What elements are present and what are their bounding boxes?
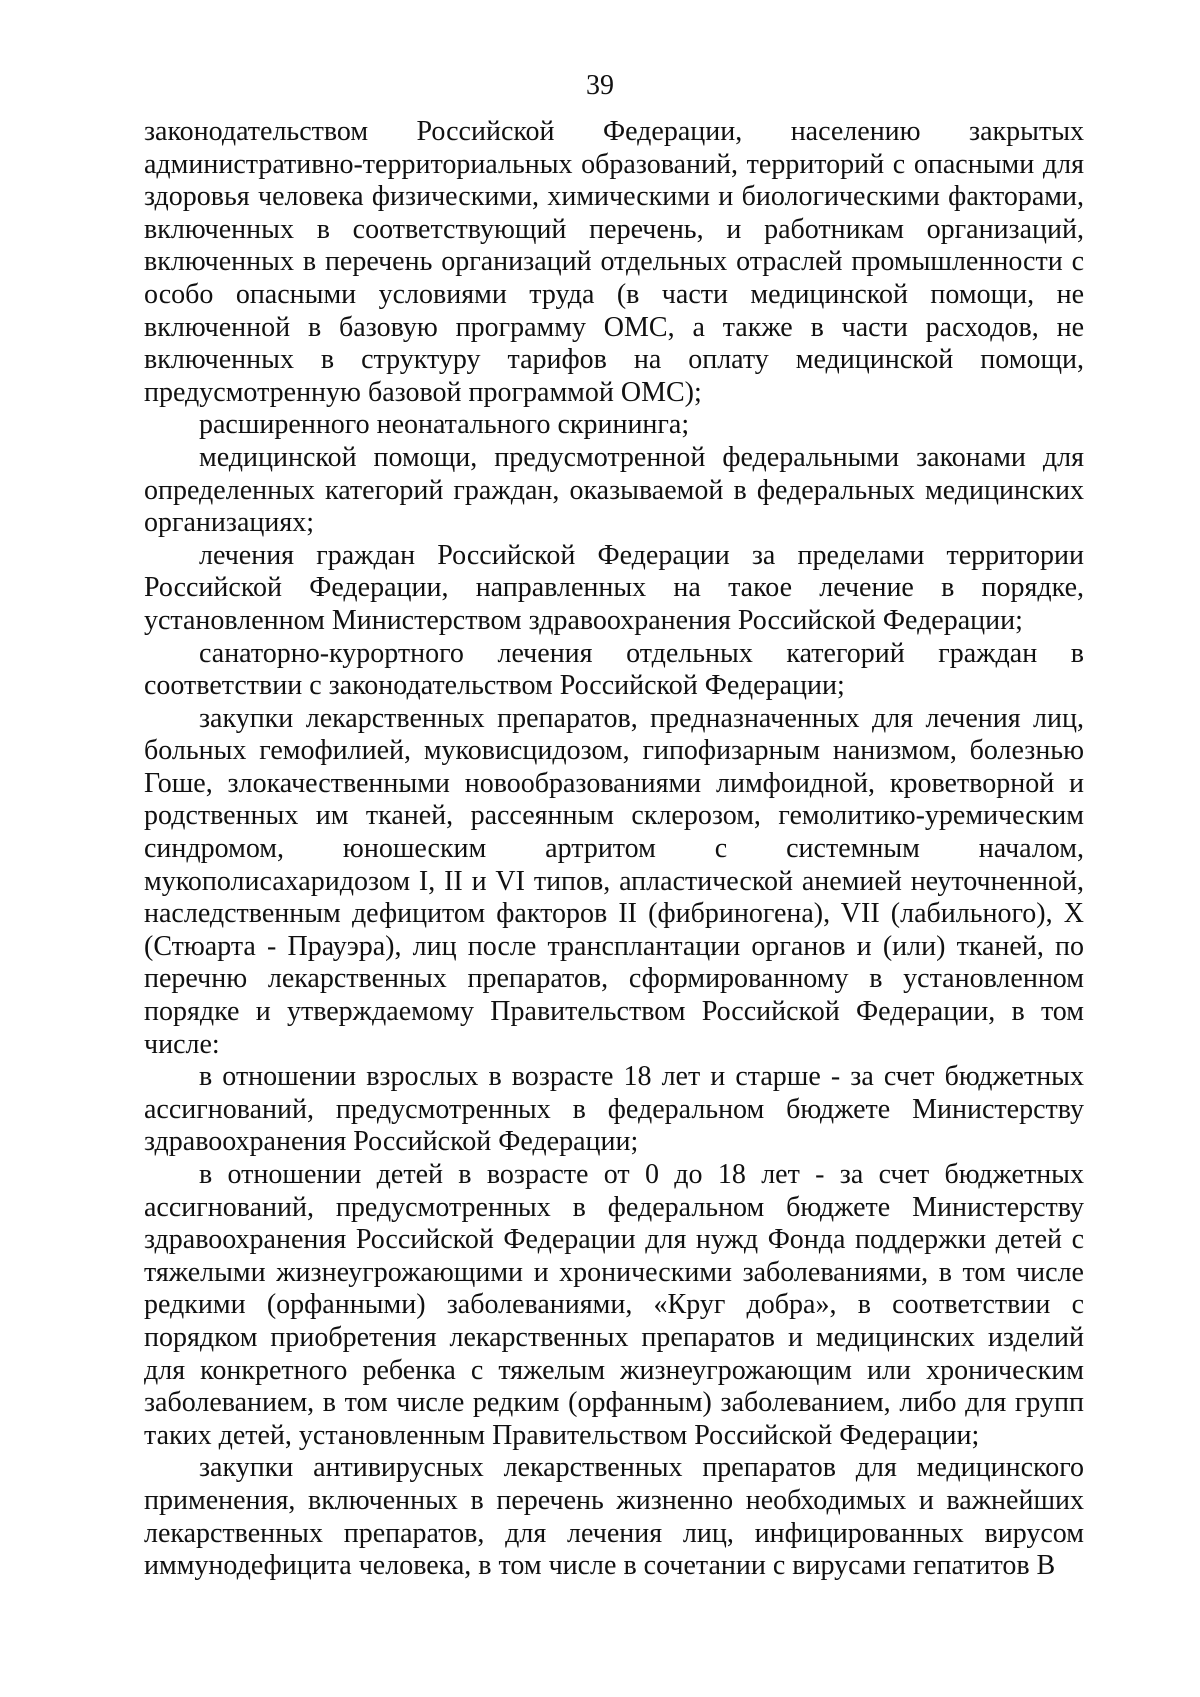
paragraph-3: медицинской помощи, предусмотренной федеральными законами для определенных категорий граждан, оказываемой в федеральных медицинских организациях;	[144, 441, 1084, 539]
paragraph-5: санаторно-курортного лечения отдельных категорий граждан в соответствии с законодательством Российской Федерации;	[144, 637, 1084, 702]
paragraph-2: расширенного неонатального скрининга;	[199, 409, 690, 441]
paragraph-8: в отношении детей в возрасте от 0 до 18 лет - за счет бюджетных ассигнований, предусмотренных в федеральном бюджете Министерству здравоохранения Российской Федерации для нужд Фонда поддержки детей с тяжелыми жизнеугрожающими и хроническими заболеваниями, в том числе редкими (орфанными) заболеваниями, «Круг добра», в соответствии с порядком приобретения лекарственных препаратов и медицинских изделий для конкретного ребенка с тяжелым жизнеугрожающим или хроническим заболеванием, в том числе редким (орфанным) заболеванием, либо для групп таких детей, установленным Правительством Российской Федерации;	[144, 1159, 1084, 1451]
document-body	[144, 116, 1084, 1583]
paragraph-6: закупки лекарственных препаратов, предназначенных для лечения лиц, больных гемофилией, муковисцидозом, гипофизарным нанизмом, болезнью Гоше, злокачественными новообразованиями лимфоидной, кроветворной и родственных им тканей, рассеянным склерозом, гемолитико-уремическим синдромом, юношеским артритом с системным началом, мукополисахаридозом I, II и VI типов, апластической анемией неуточненной, наследственным дефицитом факторов II (фибриногена), VII (лабильного), X (Стюарта - Прауэра), лиц после трансплантации органов и (или) тканей, по перечню лекарственных препаратов, сформированному в установленном порядке и утверждаемому Правительством Российской Федерации, в том числе:	[144, 702, 1084, 1060]
paragraph-4: лечения граждан Российской Федерации за пределами территории Российской Федерации, направленных на такое лечение в порядке, установленном Министерством здравоохранения Российской Федерации;	[144, 539, 1084, 636]
paragraph-7: в отношении взрослых в возрасте 18 лет и старше - за счет бюджетных ассигнований, предусмотренных в федеральном бюджете Министерству здравоохранения Российской Федерации;	[144, 1061, 1084, 1158]
paragraph-1: законодательством Российской Федерации, населению закрытых административно-территориальных образований, территорий с опасными для здоровья человека физическими, химическими и биологическими факторами, включенных в соответствующий перечень, и работникам организаций, включенных в перечень организаций отдельных отраслей промышленности с особо опасными условиями труда (в части медицинской помощи, не включенной в базовую программу ОМС, а также в части расходов, не включенных в структуру тарифов на оплату медицинской помощи, предусмотренную базовой программой ОМС);	[144, 116, 1084, 408]
paragraph-9: закупки антивирусных лекарственных препаратов для медицинского применения, включенных в перечень жизненно необходимых и важнейших лекарственных препаратов, для лечения лиц, инфицированных вирусом иммунодефицита человека, в том числе в сочетании с вирусами гепатитов B	[144, 1452, 1084, 1582]
page-number: 39	[586, 70, 614, 101]
